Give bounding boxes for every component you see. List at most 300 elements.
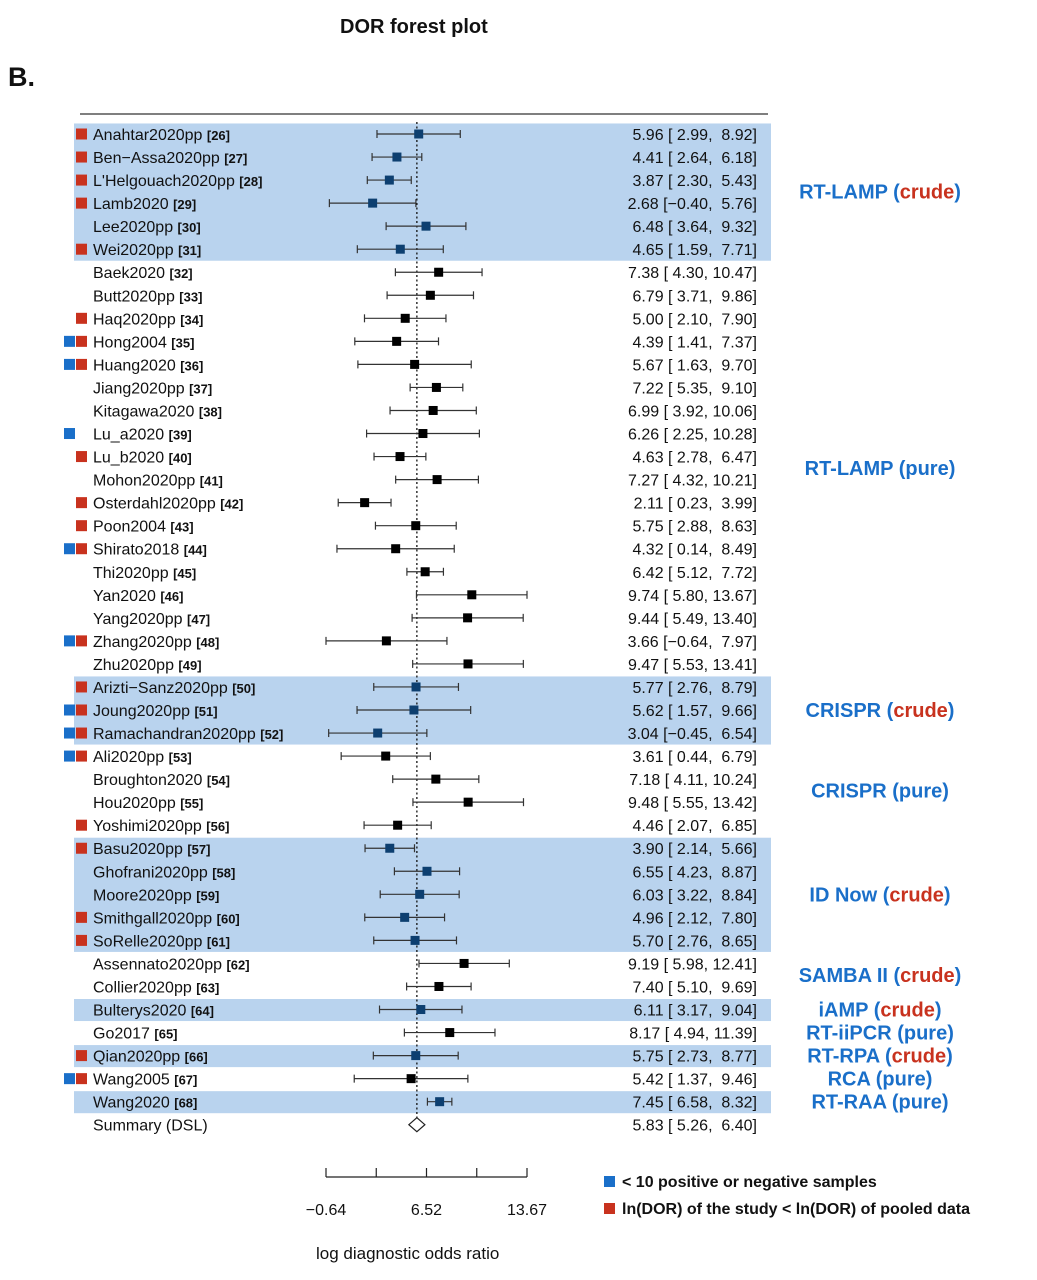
below-pooled-flag bbox=[76, 820, 87, 831]
group-method: RT-LAMP ( bbox=[804, 458, 906, 481]
point-estimate bbox=[416, 1005, 425, 1014]
group-close: ) bbox=[934, 999, 942, 1022]
study-name: Ghofrani2020pp bbox=[93, 864, 213, 882]
study-ref: [48] bbox=[196, 634, 220, 650]
point-estimate bbox=[460, 959, 469, 968]
small-sample-flag bbox=[64, 359, 75, 370]
point-estimate bbox=[385, 176, 394, 185]
estimate-label: 6.42 [ 5.12, 7.72] bbox=[632, 564, 757, 582]
below-pooled-flag bbox=[76, 543, 87, 554]
group-qualifier: crude bbox=[893, 700, 948, 722]
estimate-label: 6.99 [ 3.92, 10.06] bbox=[628, 403, 757, 421]
study-ref: [46] bbox=[160, 588, 184, 604]
group-method: RCA ( bbox=[827, 1068, 883, 1091]
study-ref: [54] bbox=[206, 773, 230, 789]
study-label bbox=[93, 542, 207, 559]
estimate-label: 3.04 [−0.45, 6.54] bbox=[627, 726, 757, 744]
study-ref: [63] bbox=[196, 980, 220, 996]
study-label bbox=[93, 611, 210, 628]
point-estimate bbox=[393, 821, 402, 830]
group-method: RT-LAMP ( bbox=[799, 181, 900, 204]
below-pooled-flag bbox=[76, 935, 87, 946]
study-label bbox=[93, 1026, 178, 1043]
study-name: Qian2020pp bbox=[93, 1048, 185, 1066]
estimate-label: 5.67 [ 1.63, 9.70] bbox=[632, 357, 757, 375]
study-name: Moore2020pp bbox=[93, 887, 197, 905]
point-estimate bbox=[411, 936, 420, 945]
point-estimate bbox=[434, 982, 443, 991]
point-estimate bbox=[382, 636, 391, 645]
study-name: Wang2005 bbox=[93, 1071, 175, 1089]
study-label bbox=[93, 887, 219, 904]
point-estimate bbox=[392, 153, 401, 162]
estimate-label: 9.47 [ 5.53, 13.41] bbox=[628, 656, 757, 674]
study-label bbox=[93, 380, 212, 397]
group-label bbox=[806, 700, 955, 722]
study-ref: [29] bbox=[173, 197, 197, 213]
estimate-label: 7.18 [ 4.11, 10.24] bbox=[629, 772, 757, 790]
study-label bbox=[93, 450, 192, 467]
below-pooled-flag bbox=[76, 451, 87, 462]
group-label bbox=[806, 1023, 954, 1045]
study-name: Shirato2018 bbox=[93, 541, 184, 559]
below-pooled-flag bbox=[76, 705, 87, 716]
study-name: Jiang2020pp bbox=[93, 380, 190, 398]
study-ref: [26] bbox=[206, 128, 230, 143]
estimate-label: 2.68 [−0.40, 5.76] bbox=[627, 196, 757, 214]
study-name: Broughton2020 bbox=[93, 772, 207, 790]
point-estimate bbox=[410, 360, 419, 369]
study-label bbox=[93, 311, 203, 328]
below-pooled-flag bbox=[76, 244, 87, 255]
group-label bbox=[819, 1000, 942, 1022]
estimate-label: 3.61 [ 0.44, 6.79] bbox=[632, 749, 757, 767]
study-name: Assennato2020pp bbox=[93, 956, 227, 974]
estimate-label: 5.96 [ 2.99, 8.92] bbox=[632, 127, 757, 144]
below-pooled-flag bbox=[76, 635, 87, 646]
group-close: ) bbox=[954, 964, 962, 987]
study-label bbox=[93, 979, 219, 996]
study-label bbox=[93, 219, 201, 236]
below-pooled-flag bbox=[76, 520, 87, 531]
study-name: Hong2004 bbox=[93, 334, 172, 352]
legend-blue-swatch bbox=[604, 1176, 615, 1187]
study-label bbox=[93, 703, 218, 720]
study-ref: [62] bbox=[226, 957, 250, 973]
small-sample-flag bbox=[64, 635, 75, 646]
study-name: Wei2020pp bbox=[93, 242, 179, 260]
point-estimate bbox=[426, 291, 435, 300]
study-label bbox=[93, 1049, 208, 1066]
group-method: RT-RPA ( bbox=[807, 1045, 892, 1068]
study-ref: [61] bbox=[206, 934, 230, 950]
point-estimate bbox=[368, 199, 377, 208]
group-method: iAMP ( bbox=[818, 999, 881, 1022]
small-sample-flag bbox=[64, 705, 75, 716]
study-label bbox=[93, 334, 194, 351]
study-ref: [43] bbox=[170, 519, 194, 535]
study-label bbox=[93, 749, 192, 766]
estimate-label: 7.22 [ 5.35, 9.10] bbox=[632, 380, 757, 398]
study-name: Wang2020 bbox=[93, 1094, 175, 1112]
point-estimate bbox=[360, 498, 369, 507]
study-label bbox=[93, 634, 219, 651]
study-ref: [55] bbox=[180, 796, 204, 812]
study-label bbox=[93, 496, 243, 513]
point-estimate bbox=[414, 130, 423, 139]
study-label bbox=[93, 1003, 214, 1020]
small-sample-flag bbox=[64, 728, 75, 739]
study-name: Lee2020pp bbox=[93, 219, 178, 237]
below-pooled-flag bbox=[76, 198, 87, 209]
estimate-label: 6.03 [ 3.22, 8.84] bbox=[632, 887, 757, 905]
estimate-label: 4.65 [ 1.59, 7.71] bbox=[632, 242, 757, 260]
point-estimate bbox=[407, 1074, 416, 1083]
x-axis-label: log diagnostic odds ratio bbox=[316, 1244, 500, 1263]
study-name: Basu2020pp bbox=[93, 841, 188, 859]
study-name: Kitagawa2020 bbox=[93, 403, 199, 421]
estimate-label: 7.27 [ 4.32, 10.21] bbox=[628, 472, 757, 490]
legend-text: < 10 positive or negative samples bbox=[622, 1174, 877, 1191]
study-ref: [66] bbox=[184, 1049, 208, 1065]
study-ref: [58] bbox=[212, 865, 236, 881]
point-estimate bbox=[391, 544, 400, 553]
study-ref: [47] bbox=[187, 611, 211, 627]
study-ref: [36] bbox=[180, 358, 204, 374]
study-label bbox=[93, 795, 203, 812]
group-close: ) bbox=[946, 1045, 953, 1068]
estimate-label: 9.74 [ 5.80, 13.67] bbox=[628, 587, 757, 605]
small-sample-flag bbox=[64, 336, 75, 347]
small-sample-flag bbox=[64, 543, 75, 554]
point-estimate bbox=[433, 475, 442, 484]
study-ref: [56] bbox=[206, 819, 230, 835]
estimate-label: 2.11 [ 0.23, 3.99] bbox=[633, 495, 757, 513]
study-label bbox=[93, 1095, 197, 1112]
study-name: Ben−Assa2020pp bbox=[93, 150, 225, 168]
panel-label: B. bbox=[8, 62, 35, 92]
study-label bbox=[93, 196, 196, 213]
study-ref: [51] bbox=[194, 704, 218, 719]
below-pooled-flag bbox=[76, 728, 87, 739]
below-pooled-flag bbox=[76, 912, 87, 923]
study-label bbox=[93, 726, 283, 743]
below-pooled-flag bbox=[76, 152, 87, 163]
small-sample-flag bbox=[64, 751, 75, 762]
point-estimate bbox=[429, 406, 438, 415]
point-estimate bbox=[385, 844, 394, 853]
below-pooled-flag bbox=[76, 681, 87, 692]
point-estimate bbox=[381, 752, 390, 761]
study-name: Yan2020 bbox=[93, 587, 161, 605]
study-name: Hou2020pp bbox=[93, 795, 181, 813]
point-estimate bbox=[432, 383, 441, 392]
study-ref: [57] bbox=[187, 842, 211, 858]
group-qualifier: crude bbox=[889, 884, 944, 907]
study-ref: [39] bbox=[168, 427, 192, 443]
study-ref: [45] bbox=[173, 565, 197, 581]
estimate-label: 5.62 [ 1.57, 9.66] bbox=[632, 703, 757, 720]
study-label bbox=[93, 265, 193, 282]
study-ref: [52] bbox=[260, 727, 284, 743]
study-label bbox=[93, 933, 230, 950]
estimate-label: 4.96 [ 2.12, 7.80] bbox=[632, 910, 757, 928]
group-close: ) bbox=[943, 884, 951, 907]
study-label bbox=[93, 657, 202, 674]
study-name: Zhang2020pp bbox=[93, 633, 197, 651]
study-ref: [64] bbox=[190, 1003, 214, 1019]
x-tick-label: −0.64 bbox=[305, 1202, 347, 1219]
study-name: Baek2020 bbox=[93, 265, 170, 283]
study-label bbox=[93, 772, 230, 789]
group-close: ) bbox=[942, 780, 949, 803]
below-pooled-flag bbox=[76, 313, 87, 324]
study-label bbox=[93, 680, 255, 697]
point-estimate bbox=[422, 222, 431, 231]
group-close: ) bbox=[941, 1091, 949, 1114]
study-name: Yoshimi2020pp bbox=[93, 818, 207, 836]
group-close: ) bbox=[954, 181, 961, 204]
study-ref: [65] bbox=[154, 1026, 178, 1042]
point-estimate bbox=[464, 659, 473, 668]
estimate-label: 4.63 [ 2.78, 6.47] bbox=[632, 449, 757, 467]
estimate-label: 6.26 [ 2.25, 10.28] bbox=[628, 426, 757, 444]
point-estimate bbox=[431, 775, 440, 784]
study-ref: [32] bbox=[169, 266, 193, 282]
study-label bbox=[93, 357, 203, 374]
study-name: Yang2020pp bbox=[93, 610, 188, 628]
estimate-label: 3.87 [ 2.30, 5.43] bbox=[632, 173, 757, 191]
group-qualifier: crude bbox=[899, 181, 955, 204]
summary-diamond bbox=[409, 1118, 425, 1132]
group-label bbox=[811, 1092, 948, 1114]
group-label bbox=[799, 182, 961, 204]
estimate-label: 9.44 [ 5.49, 13.40] bbox=[628, 610, 757, 628]
group-qualifier: pure bbox=[903, 1022, 948, 1045]
study-name: Huang2020 bbox=[93, 357, 181, 375]
study-label bbox=[93, 288, 202, 305]
point-estimate bbox=[464, 798, 473, 807]
estimate-label: 5.75 [ 2.73, 8.77] bbox=[632, 1048, 757, 1066]
group-label bbox=[809, 884, 950, 906]
study-name: Ali2020pp bbox=[93, 749, 169, 767]
estimate-label: 4.46 [ 2.07, 6.85] bbox=[632, 818, 757, 836]
group-qualifier: pure bbox=[882, 1068, 926, 1091]
estimate-label: 4.41 [ 2.64, 6.18] bbox=[632, 150, 757, 168]
group-method: ID Now ( bbox=[809, 884, 890, 907]
study-name: Mohon2020pp bbox=[93, 472, 200, 490]
point-estimate bbox=[421, 567, 430, 576]
below-pooled-flag bbox=[76, 129, 87, 140]
group-label bbox=[799, 965, 962, 987]
study-ref: [33] bbox=[179, 289, 203, 305]
point-estimate bbox=[422, 867, 431, 876]
point-estimate bbox=[434, 268, 443, 277]
below-pooled-flag bbox=[76, 336, 87, 347]
below-pooled-flag bbox=[76, 751, 87, 762]
study-name: Ramachandran2020pp bbox=[93, 726, 261, 744]
point-estimate bbox=[401, 314, 410, 323]
study-ref: [49] bbox=[178, 657, 202, 673]
group-close: ) bbox=[948, 458, 956, 481]
study-name: Arizti−Sanz2020pp bbox=[93, 679, 233, 697]
estimate-label: 7.45 [ 6.58, 8.32] bbox=[632, 1094, 757, 1112]
group-label bbox=[807, 1046, 953, 1068]
estimate-label: 6.79 [ 3.71, 9.86] bbox=[632, 288, 757, 306]
study-ref: [37] bbox=[189, 381, 213, 397]
study-label bbox=[93, 818, 229, 835]
group-label bbox=[828, 1069, 933, 1091]
study-label bbox=[93, 841, 210, 858]
point-estimate bbox=[418, 429, 427, 438]
group-close: ) bbox=[925, 1068, 933, 1091]
point-estimate bbox=[411, 1051, 420, 1060]
estimate-label: 6.55 [ 4.23, 8.87] bbox=[632, 864, 757, 882]
estimate-label: 9.19 [ 5.98, 12.41] bbox=[628, 956, 757, 974]
group-close: ) bbox=[947, 1022, 954, 1045]
estimate-label: 7.38 [ 4.30, 10.47] bbox=[628, 265, 757, 283]
estimate-label: 9.48 [ 5.55, 13.42] bbox=[628, 795, 757, 813]
study-name: Bulterys2020 bbox=[93, 1002, 191, 1020]
estimate-label: 7.40 [ 5.10, 9.69] bbox=[632, 979, 757, 997]
study-name: Go2017 bbox=[93, 1025, 155, 1043]
study-label bbox=[93, 427, 192, 444]
estimate-label: 5.77 [ 2.76, 8.79] bbox=[632, 679, 757, 697]
group-qualifier: crude bbox=[891, 1045, 947, 1068]
group-qualifier: pure bbox=[898, 780, 943, 803]
study-name: Poon2004 bbox=[93, 518, 171, 536]
study-label bbox=[93, 1072, 197, 1089]
legend-text: ln(DOR) of the study < ln(DOR) of pooled data bbox=[622, 1201, 970, 1218]
legend-red-swatch bbox=[604, 1203, 615, 1214]
estimate-label: 5.70 [ 2.76, 8.65] bbox=[632, 933, 757, 951]
study-ref: [60] bbox=[216, 911, 240, 927]
study-name: Osterdahl2020pp bbox=[93, 495, 221, 513]
study-ref: [41] bbox=[199, 473, 223, 489]
summary-estimate-label: 5.83 [ 5.26, 6.40] bbox=[632, 1117, 757, 1135]
study-ref: [30] bbox=[177, 220, 201, 236]
study-name: L'Helgouach2020pp bbox=[93, 173, 240, 191]
study-label bbox=[93, 910, 240, 927]
estimate-label: 3.66 [−0.64, 7.97] bbox=[627, 633, 757, 651]
study-name: Zhu2020pp bbox=[93, 656, 179, 674]
group-method: RT-iiPCR ( bbox=[806, 1022, 904, 1045]
group-method: CRISPR ( bbox=[811, 780, 899, 803]
study-label bbox=[93, 242, 201, 259]
group-qualifier: pure bbox=[905, 458, 949, 481]
group-qualifier: crude bbox=[880, 999, 935, 1022]
study-label bbox=[93, 173, 262, 190]
study-label bbox=[93, 473, 223, 490]
estimate-label: 6.48 [ 3.64, 9.32] bbox=[632, 219, 757, 237]
study-label bbox=[93, 565, 196, 582]
study-ref: [38] bbox=[198, 404, 222, 420]
below-pooled-flag bbox=[76, 1050, 87, 1061]
point-estimate bbox=[396, 245, 405, 254]
below-pooled-flag bbox=[76, 359, 87, 370]
study-ref: [59] bbox=[196, 888, 220, 904]
group-method: RT-RAA ( bbox=[811, 1091, 899, 1114]
estimate-label: 3.90 [ 2.14, 5.66] bbox=[632, 841, 757, 859]
study-name: Haq2020pp bbox=[93, 311, 181, 329]
point-estimate bbox=[409, 706, 418, 715]
point-estimate bbox=[396, 452, 405, 461]
point-estimate bbox=[435, 1097, 444, 1106]
group-band bbox=[74, 123, 771, 260]
study-ref: [50] bbox=[232, 680, 256, 696]
group-qualifier: pure bbox=[898, 1091, 942, 1114]
estimate-label: 5.42 [ 1.37, 9.46] bbox=[632, 1071, 757, 1089]
point-estimate bbox=[467, 590, 476, 599]
estimate-label: 5.00 [ 2.10, 7.90] bbox=[632, 311, 757, 329]
study-label bbox=[93, 519, 194, 536]
study-ref: [67] bbox=[174, 1072, 198, 1088]
group-label bbox=[805, 458, 956, 480]
study-label bbox=[93, 864, 235, 881]
study-name: Smithgall2020pp bbox=[93, 910, 217, 928]
study-ref: [35] bbox=[171, 335, 195, 351]
group-qualifier: crude bbox=[900, 964, 955, 987]
point-estimate bbox=[445, 1028, 454, 1037]
below-pooled-flag bbox=[76, 843, 87, 854]
study-label bbox=[93, 403, 222, 420]
study-name: Thi2020pp bbox=[93, 564, 174, 582]
study-ref: [44] bbox=[183, 542, 207, 558]
study-name: Butt2020pp bbox=[93, 288, 180, 306]
group-method: CRISPR ( bbox=[805, 700, 894, 722]
estimate-label: 4.39 [ 1.41, 7.37] bbox=[632, 334, 757, 352]
below-pooled-flag bbox=[76, 175, 87, 186]
point-estimate bbox=[373, 729, 382, 738]
below-pooled-flag bbox=[76, 1073, 87, 1084]
x-tick-label: 13.67 bbox=[506, 1202, 548, 1219]
estimate-label: 5.75 [ 2.88, 8.63] bbox=[632, 518, 757, 536]
x-tick-label: 6.52 bbox=[410, 1202, 443, 1219]
study-label bbox=[93, 956, 250, 973]
below-pooled-flag bbox=[76, 497, 87, 508]
small-sample-flag bbox=[64, 428, 75, 439]
study-ref: [53] bbox=[168, 750, 192, 766]
study-name: Lu_a2020 bbox=[93, 426, 169, 444]
chart-title: DOR forest plot bbox=[340, 16, 488, 38]
point-estimate bbox=[415, 890, 424, 899]
study-name: Anahtar2020pp bbox=[93, 127, 207, 144]
small-sample-flag bbox=[64, 1073, 75, 1084]
study-name: Lamb2020 bbox=[93, 196, 174, 214]
study-name: Joung2020pp bbox=[93, 703, 195, 720]
study-label bbox=[93, 588, 183, 605]
study-ref: [40] bbox=[168, 450, 192, 466]
study-name: Collier2020pp bbox=[93, 979, 197, 997]
group-close: ) bbox=[947, 700, 955, 722]
study-name: SoRelle2020pp bbox=[93, 933, 207, 951]
point-estimate bbox=[463, 613, 472, 622]
point-estimate bbox=[411, 521, 420, 530]
group-method: SAMBA II ( bbox=[798, 964, 901, 987]
study-ref: [42] bbox=[220, 496, 244, 512]
study-ref: [28] bbox=[239, 174, 263, 190]
point-estimate bbox=[412, 682, 421, 691]
estimate-label: 6.11 [ 3.17, 9.04] bbox=[633, 1002, 757, 1020]
study-ref: [27] bbox=[224, 151, 248, 167]
study-ref: [68] bbox=[174, 1095, 198, 1111]
estimate-label: 8.17 [ 4.94, 11.39] bbox=[629, 1025, 757, 1043]
study-ref: [31] bbox=[178, 243, 202, 259]
study-ref: [34] bbox=[180, 312, 204, 328]
group-label bbox=[811, 781, 949, 803]
estimate-label: 4.32 [ 0.14, 8.49] bbox=[632, 541, 757, 559]
study-label bbox=[93, 150, 247, 167]
